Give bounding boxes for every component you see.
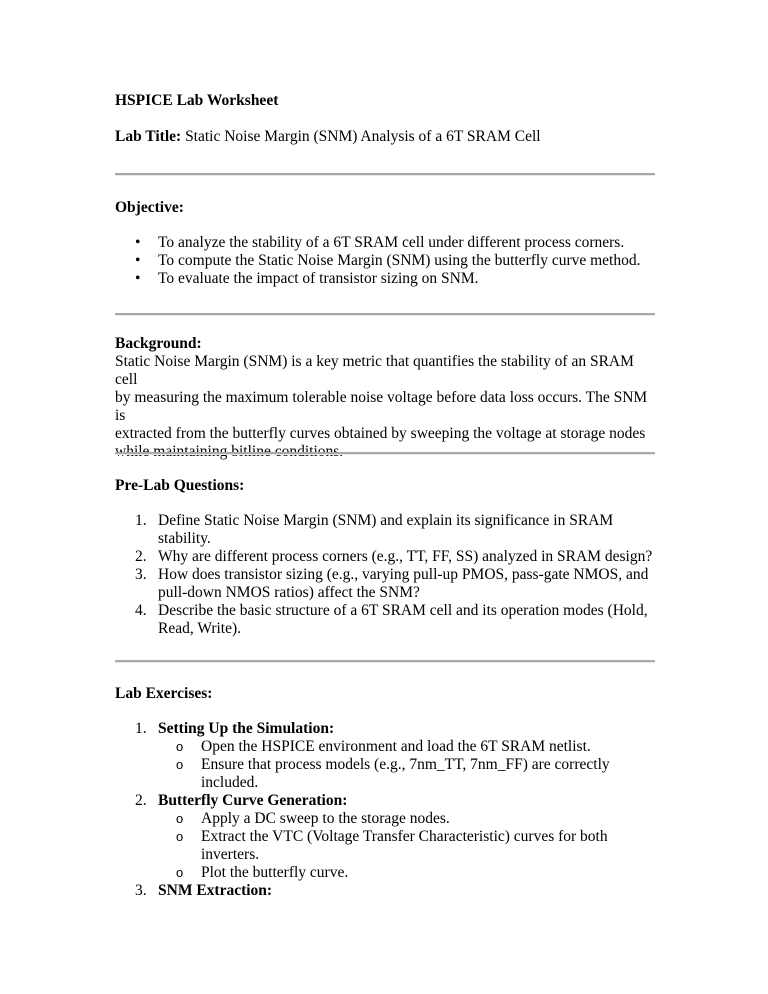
- divider: [115, 313, 655, 316]
- list-item: 1. Define Static Noise Margin (SNM) and explain its significance in SRAM stability.: [135, 512, 614, 547]
- circle-bullet-icon: o: [176, 865, 184, 880]
- objective-heading: Objective:: [115, 199, 184, 216]
- list-item: 3. How does transistor sizing (e.g., varying pull-up PMOS, pass-gate NMOS, and pull-down NMOS ratios) affect the SNM?: [135, 566, 649, 601]
- divider: [115, 660, 655, 663]
- list-item: 2. Butterfly Curve Generation: o Apply a DC sweep to the storage nodes. o Extract the VTC (Voltage Transfer Characteristic) curves for both inverters. o Plot the butterfly curve.: [115, 792, 655, 882]
- prelab-list: [115, 512, 655, 638]
- lab-exercises-list: [115, 720, 655, 900]
- bullet-icon: •: [135, 252, 141, 269]
- bullet-icon: •: [135, 270, 141, 287]
- objective-list: [115, 234, 655, 288]
- divider: [115, 452, 655, 455]
- list-item: • To compute the Static Noise Margin (SNM) using the butterfly curve method.: [135, 252, 641, 269]
- sub-list: [158, 810, 655, 882]
- sub-list: [158, 738, 655, 792]
- lab-exercises-heading: Lab Exercises:: [115, 685, 213, 702]
- circle-bullet-icon: o: [176, 739, 184, 754]
- circle-bullet-icon: o: [176, 757, 184, 772]
- document-title: HSPICE Lab Worksheet: [115, 92, 279, 109]
- lab-title-value: Static Noise Margin (SNM) Analysis of a 6T SRAM Cell: [181, 128, 541, 145]
- list-item: • To evaluate the impact of transistor sizing on SNM.: [135, 270, 479, 287]
- list-item: 2. Why are different process corners (e.g., TT, FF, SS) analyzed in SRAM design?: [135, 548, 653, 565]
- background-heading: Background:: [115, 335, 202, 352]
- circle-bullet-icon: o: [176, 829, 184, 844]
- prelab-heading: Pre-Lab Questions:: [115, 477, 245, 494]
- sub-list-item: o Apply a DC sweep to the storage nodes.: [176, 810, 450, 827]
- sub-list-item: o Open the HSPICE environment and load the 6T SRAM netlist.: [176, 738, 591, 755]
- lab-title-line: [115, 128, 655, 146]
- lab-title-label: Lab Title:: [115, 128, 182, 145]
- divider: [115, 173, 655, 176]
- list-item: 1. Setting Up the Simulation: o Open the HSPICE environment and load the 6T SRAM netlist. o Ensure that process models (e.g., 7nm_TT, 7nm_FF) are correctly included.: [115, 720, 655, 792]
- list-item: • To analyze the stability of a 6T SRAM cell under different process corners.: [135, 234, 625, 251]
- bullet-icon: •: [135, 234, 141, 251]
- background-paragraph: Static Noise Margin (SNM) is a key metric that quantifies the stability of an SRAM cell by measuring the maximum tolerable noise voltage before data loss occurs. The SNM is extracted from the butterfly curves obtained by sweeping the voltage at storage nodes while maintaining bitline conditions.: [115, 353, 648, 460]
- list-item: 3. SNM Extraction:: [135, 882, 273, 899]
- sub-list-item: o Plot the butterfly curve.: [176, 864, 349, 881]
- circle-bullet-icon: o: [176, 811, 184, 826]
- sub-list-item: o Ensure that process models (e.g., 7nm_TT, 7nm_FF) are correctly included.: [176, 756, 610, 791]
- sub-list-item: o Extract the VTC (Voltage Transfer Characteristic) curves for both inverters.: [176, 828, 608, 863]
- list-item: 4. Describe the basic structure of a 6T SRAM cell and its operation modes (Hold, Read, Write).: [135, 602, 648, 637]
